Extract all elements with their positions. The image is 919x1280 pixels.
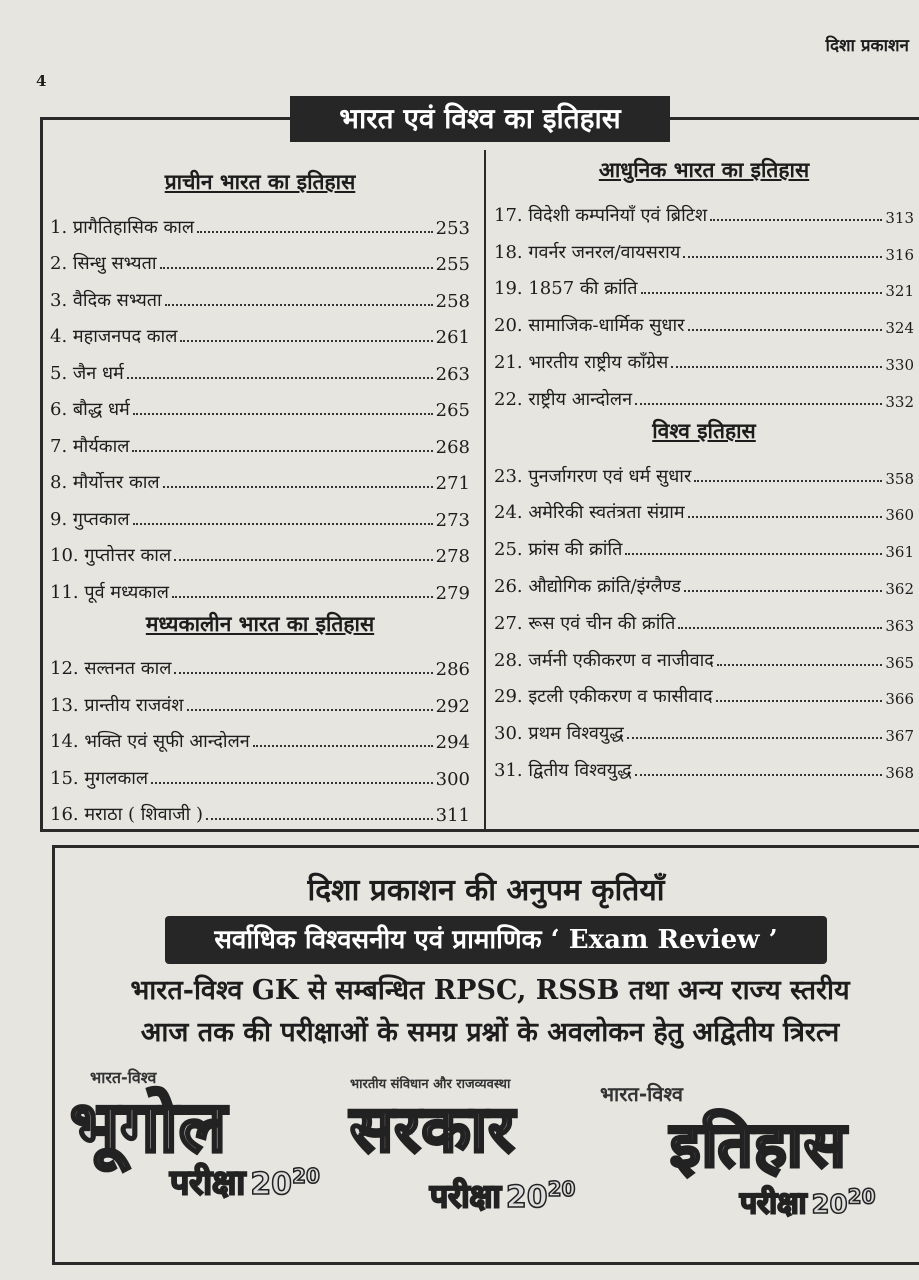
toc-entry xyxy=(494,300,914,337)
dot-leader xyxy=(678,627,882,629)
toc-entry-title: 17. विदेशी कम्पनियाँ एवं ब्रिटिश xyxy=(494,204,708,226)
book-year: $20^{20}$ xyxy=(505,1177,576,1215)
dot-leader xyxy=(253,745,433,747)
book-year: $20^{20}$ xyxy=(811,1184,876,1220)
toc-entry xyxy=(494,337,914,374)
toc-entry xyxy=(50,239,470,276)
toc-entry xyxy=(494,488,914,525)
toc-entry xyxy=(494,190,914,227)
column-divider xyxy=(484,150,486,832)
book-subtitle: भारतीय संविधान और राजव्यवस्था xyxy=(350,1077,511,1092)
toc-entry-page: 292 xyxy=(435,695,470,717)
dot-leader xyxy=(688,329,883,331)
toc-entry-title: 16. मराठा ( शिवाजी ) xyxy=(50,804,204,825)
toc-entry-title: 5. जैन धर्म xyxy=(50,362,124,384)
toc-entry-title: 15. मुगलकाल xyxy=(50,767,149,789)
toc-entry-title: 18. गवर्नर जनरल/वायसराय xyxy=(494,241,681,263)
toc-entry xyxy=(494,708,914,745)
toc-entry xyxy=(50,753,470,790)
toc-entry-title: 20. सामाजिक-धार्मिक सुधार xyxy=(494,315,685,337)
toc-entry-page: 358 xyxy=(885,469,914,488)
toc-entry-page: 255 xyxy=(435,254,470,275)
toc-entry xyxy=(494,374,914,411)
toc-entry-title: 11. पूर्व मध्यकाल xyxy=(50,581,169,603)
dot-leader xyxy=(174,672,432,674)
toc-banner: भारत एवं विश्व का इतिहास xyxy=(290,96,670,142)
toc-entry-title: 28. जर्मनी एकीकरण व नाजीवाद xyxy=(494,649,714,671)
toc-entry-title: 9. गुप्तकाल xyxy=(50,508,130,530)
dot-leader xyxy=(641,292,883,294)
toc-entry-page: 294 xyxy=(435,732,470,753)
toc-list-modern xyxy=(494,190,914,411)
dot-leader xyxy=(174,559,432,561)
toc-list-medieval xyxy=(50,644,470,827)
toc-entry-title: 8. मौर्योत्तर काल xyxy=(50,472,160,493)
book-logo-itihas xyxy=(600,1080,915,1222)
promo-line-1: भारत-विश्व GK से सम्बन्धित RPSC, RSSB तथा अन्य राज्य स्तरीय xyxy=(130,975,850,1006)
toc-entry xyxy=(494,561,914,598)
toc-entry xyxy=(494,745,914,782)
toc-entry xyxy=(50,680,470,717)
dot-leader xyxy=(671,366,882,368)
book-logo-bhugol xyxy=(70,1066,360,1204)
toc-entry-page: 258 xyxy=(435,290,470,312)
toc-entry xyxy=(494,451,914,488)
toc-entry-page: 365 xyxy=(885,653,914,672)
dot-leader xyxy=(160,267,433,269)
book-exam-label: परीक्षा xyxy=(740,1186,807,1221)
toc-entry-title: 12. सल्तनत काल xyxy=(50,658,172,679)
dot-leader xyxy=(627,737,883,739)
toc-entry-title: 10. गुप्तोत्तर काल xyxy=(50,545,172,566)
book-logo-sarkar xyxy=(350,1074,610,1217)
toc-entry xyxy=(50,644,470,681)
section-heading-modern: आधुनिक भारत का इतिहास xyxy=(598,157,810,182)
page-number: 4 xyxy=(36,72,47,90)
toc-entry-title: 1. प्रागैतिहासिक काल xyxy=(50,216,195,238)
dot-leader xyxy=(133,413,433,415)
toc-entry-page: 268 xyxy=(435,436,470,458)
toc-entry-page: 273 xyxy=(435,509,470,531)
toc-entry-page: 324 xyxy=(885,319,914,338)
toc-entry-page: 362 xyxy=(885,579,914,598)
promo-banner: सर्वाधिक विश्वसनीय एवं प्रामाणिक ‘ Exam Review ’ xyxy=(165,916,827,964)
dot-leader xyxy=(716,700,883,702)
dot-leader xyxy=(180,340,432,342)
dot-leader xyxy=(165,304,433,306)
toc-entry-title: 14. भक्ति एवं सूफी आन्दोलन xyxy=(50,731,250,752)
toc-entry-page: 332 xyxy=(885,392,914,411)
toc-entry xyxy=(494,264,914,301)
book-exam-label: परीक्षा xyxy=(430,1177,501,1215)
toc-entry-page: 300 xyxy=(435,768,470,790)
book-year: $20^{20}$ xyxy=(250,1164,320,1202)
toc-entry xyxy=(50,790,470,827)
toc-entry xyxy=(50,567,470,604)
toc-entry-page: 279 xyxy=(435,582,470,604)
toc-entry-page: 261 xyxy=(435,327,470,348)
toc-entry-title: 22. राष्ट्रीय आन्दोलन xyxy=(494,388,633,410)
toc-entry-page: 360 xyxy=(885,506,914,525)
promo-title: दिशा प्रकाशन की अनुपम कृतियाँ xyxy=(307,873,665,908)
dot-leader xyxy=(187,709,433,711)
toc-entry-page: 286 xyxy=(435,659,470,680)
publisher-name: दिशा प्रकाशन xyxy=(825,36,909,56)
section-heading-world: विश्व इतिहास xyxy=(652,417,756,443)
toc-entry xyxy=(494,524,914,561)
toc-entry-page: 330 xyxy=(885,355,914,374)
dot-leader xyxy=(635,403,882,405)
toc-entry xyxy=(50,202,470,239)
toc-entry-page: 361 xyxy=(885,543,914,562)
toc-entry xyxy=(50,494,470,531)
book-title: भूगोल xyxy=(70,1086,228,1168)
book-title: इतिहास xyxy=(670,1108,847,1181)
toc-entry-title: 3. वैदिक सभ्यता xyxy=(50,289,162,311)
toc-entry-page: 368 xyxy=(885,763,914,782)
dot-leader xyxy=(206,818,433,820)
toc-entry-page: 271 xyxy=(435,473,470,494)
dot-leader xyxy=(151,782,433,784)
toc-entry-page: 321 xyxy=(885,282,914,301)
toc-entry-page: 311 xyxy=(435,805,470,826)
toc-entry-title: 7. मौर्यकाल xyxy=(50,435,130,457)
toc-entry-page: 253 xyxy=(435,217,470,239)
toc-entry xyxy=(50,385,470,422)
toc-entry xyxy=(50,531,470,568)
toc-entry-page: 363 xyxy=(885,616,914,635)
dot-leader xyxy=(172,596,433,598)
toc-entry-page: 263 xyxy=(435,363,470,385)
toc-left-column xyxy=(50,162,470,826)
book-title: सरकार xyxy=(350,1093,516,1167)
book-exam-label: परीक्षा xyxy=(170,1163,246,1203)
promo-line-2: आज तक की परीक्षाओं के समग्र प्रश्नों के अवलोकन हेतु अद्वितीय त्रिरत्न xyxy=(140,1017,840,1048)
toc-entry-title: 25. फ्रांस की क्रांति xyxy=(494,539,623,561)
toc-entry-title: 2. सिन्धु सभ्यता xyxy=(50,253,157,274)
dot-leader xyxy=(717,664,883,666)
toc-entry-title: 6. बौद्ध धर्म xyxy=(50,399,130,420)
toc-entry xyxy=(50,421,470,458)
toc-entry-title: 30. प्रथम विश्वयुद्ध xyxy=(494,723,624,745)
toc-entry-title: 19. 1857 की क्रांति xyxy=(494,278,638,300)
toc-entry-page: 316 xyxy=(885,245,914,264)
toc-entry-title: 29. इटली एकीकरण व फासीवाद xyxy=(494,686,713,708)
toc-entry xyxy=(50,717,470,754)
dot-leader xyxy=(710,219,882,221)
dot-leader xyxy=(683,256,882,258)
toc-entry-title: 21. भारतीय राष्ट्रीय काँग्रेस xyxy=(494,351,669,373)
toc-list-world xyxy=(494,451,914,782)
section-heading-medieval: मध्यकालीन भारत का इतिहास xyxy=(145,610,375,636)
toc-entry-title: 26. औद्योगिक क्रांति/इंग्लैण्ड xyxy=(494,575,681,597)
book-subtitle: भारत-विश्व xyxy=(600,1082,684,1106)
toc-entry-title: 31. द्वितीय विश्वयुद्ध xyxy=(494,759,632,781)
toc-entry xyxy=(50,275,470,312)
dot-leader xyxy=(684,590,883,592)
toc-entry xyxy=(50,348,470,385)
toc-entry-title: 23. पुनर्जागरण एवं धर्म सुधार xyxy=(494,465,692,487)
toc-entry-title: 4. महाजनपद काल xyxy=(50,326,178,347)
dot-leader xyxy=(625,553,882,555)
toc-entry-page: 366 xyxy=(885,690,914,709)
toc-entry-page: 278 xyxy=(435,546,470,567)
dot-leader xyxy=(197,231,433,233)
toc-entry-page: 313 xyxy=(885,208,914,227)
toc-entry xyxy=(494,227,914,264)
dot-leader xyxy=(688,516,883,518)
toc-entry-page: 367 xyxy=(885,727,914,746)
dot-leader xyxy=(694,480,882,482)
book-subtitle: भारत-विश्व xyxy=(90,1068,157,1087)
toc-right-column xyxy=(494,150,914,782)
dot-leader xyxy=(132,450,432,452)
dot-leader xyxy=(133,523,433,525)
dot-leader xyxy=(163,486,433,488)
toc-entry-title: 27. रूस एवं चीन की क्रांति xyxy=(494,612,676,634)
dot-leader xyxy=(127,377,433,379)
toc-entry-page: 265 xyxy=(435,400,470,421)
toc-entry-title: 24. अमेरिकी स्वतंत्रता संग्राम xyxy=(494,502,685,524)
section-heading-ancient: प्राचीन भारत का इतिहास xyxy=(164,169,356,194)
toc-entry xyxy=(50,458,470,495)
dot-leader xyxy=(635,774,883,776)
toc-entry-title: 13. प्रान्तीय राजवंश xyxy=(50,694,184,716)
toc-list-ancient xyxy=(50,202,470,604)
toc-entry xyxy=(50,312,470,349)
toc-entry xyxy=(494,635,914,672)
toc-entry xyxy=(494,672,914,709)
toc-entry xyxy=(494,598,914,635)
